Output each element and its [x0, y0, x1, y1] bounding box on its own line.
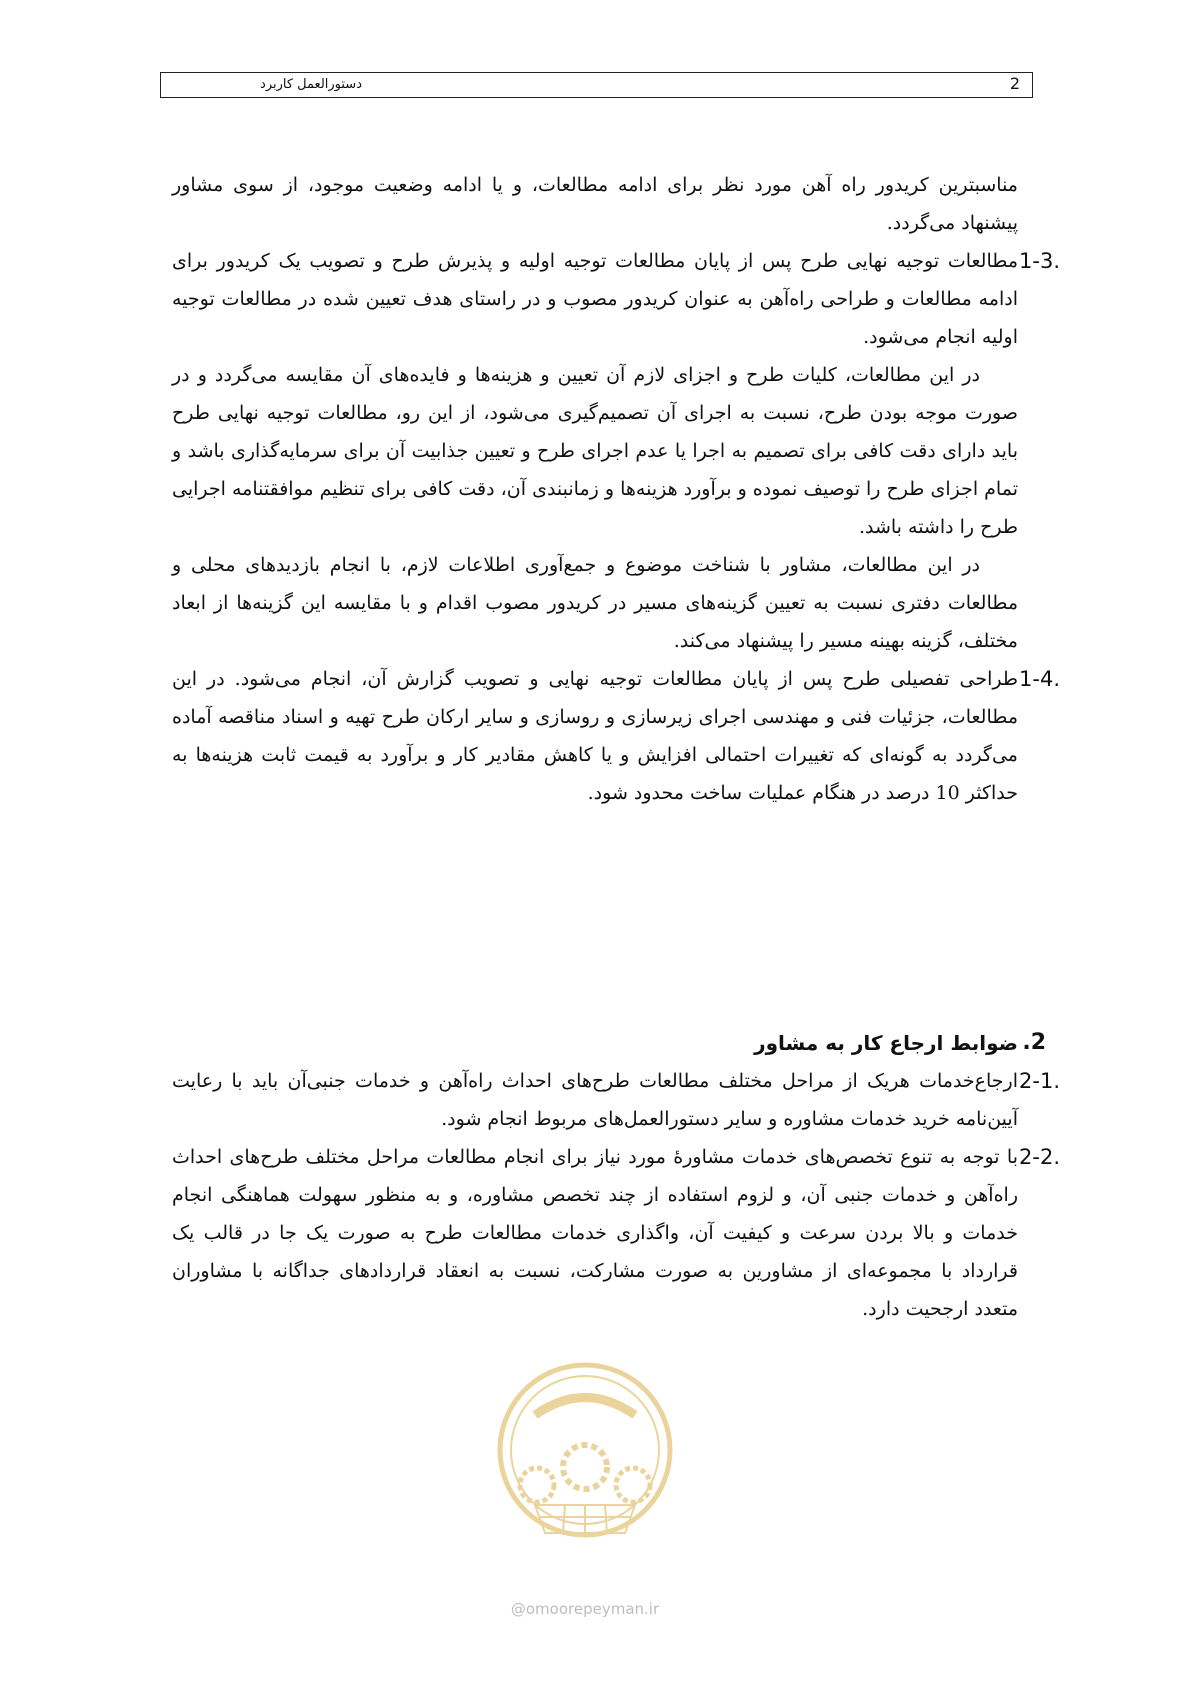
section-heading	[172, 1024, 1046, 1062]
item-number: 2-2.	[1019, 1145, 1060, 1169]
running-title: دستورالعمل کاربرد	[260, 77, 362, 92]
watermark-text: @omoorepeyman.ir	[510, 1600, 660, 1618]
paragraph: در این مطالعات، کلیات طرح و اجزای لازم آن تعیین و هزینه‌ها و فایده‌های آن مقایسه می‌گردد و در صورت موجه بودن طرح، نسبت به اجرای آن تصمیم‌گیری می‌شود، از این رو، مطالعات توجیه نهایی طرح باید دارای دقت کافی برای تصمیم به اجرا یا عدم اجرای طرح و تعیین جذابیت آن برای سرمایه‌گذاری باشد و تمام اجزای طرح را توصیف نموده و برآورد هزینه‌ها و زمانبندی آن، دقت کافی برای تنظیم موافقتنامه اجرایی طرح را داشته باشد.	[172, 364, 1018, 538]
page-number: 2	[1009, 74, 1020, 93]
item-text: با توجه به تنوع تخصص‌های خدمات مشاورهٔ مورد نیاز برای انجام مطالعات مراحل مختلف طرح‌های احداث راه‌آهن و خدمات جنبی آن، و لزوم استفاده از چند تخصص مشاوره، و به منظور سهولت هماهنگی انجام خدمات و بالا بردن سرعت و کیفیت آن، واگذاری خدمات مطالعات طرح به صورت یک جا در قالب یک قرارداد با مجموعه‌ای از مشاورین به صورت مشارکت، نسبت به انعقاد قراردادهای جداگانه با مشاوران متعدد ارجحیت دارد.	[172, 1146, 1018, 1320]
item-text: ارجاع‌خدمات هریک از مراحل مختلف مطالعات طرح‌های احداث راه‌آهن و خدمات جنبی‌آن باید با رعایت آیین‌نامه خرید خدمات مشاوره و سایر دستورالعمل‌های مربوط انجام شود.	[172, 1070, 1018, 1130]
paragraph: در این مطالعات، مشاور با شناخت موضوع و جمع‌آوری اطلاعات لازم، با انجام بازدیدهای محلی و مطالعات دفتری نسبت به تعیین گزینه‌های مسیر در کریدور مصوب اقدام و با مقایسه این گزینه‌ها از ابعاد مختلف، گزینه بهینه مسیر را پیشنهاد می‌کند.	[172, 554, 1018, 652]
section-number: 2.	[1022, 1030, 1046, 1055]
item-text: مطالعات توجیه نهایی طرح پس از پایان مطالعات توجیه اولیه و پذیرش طرح و تصویب یک کریدور برای ادامه مطالعات و طراحی راه‌آهن به عنوان کریدور مصوب و در راستای هدف تعیین شده در مطالعات توجیه اولیه انجام می‌شود.	[172, 250, 1019, 348]
intro-paragraph: مناسبترین کریدور راه آهن مورد نظر برای ادامه مطالعات، و یا ادامه وضعیت موجود، از سوی مشاور پیشنهاد می‌گردد.	[172, 174, 1018, 234]
item-1-3	[172, 242, 1060, 356]
item-number: 1-4.	[1019, 667, 1060, 691]
item-number: 2-1.	[1019, 1069, 1060, 1093]
running-header	[160, 72, 1033, 98]
item-1-4	[172, 660, 1060, 812]
item-text: طراحی تفصیلی طرح پس از پایان مطالعات توجیه نهایی و تصویب گزارش آن، انجام می‌شود. در این مطالعات، جزئیات فنی و مهندسی اجرای زیرسازی و روسازی و سایر ارکان طرح تهیه و اسناد مناقصه آماده می‌گردد به گونه‌ای که تغییرات احتمالی افزایش و یا کاهش مقادیر کار و برآورد به قیمت ثابت هزینه‌ها به حداکثر 10 درصد در هنگام عملیات ساخت محدود شود.	[172, 668, 1018, 804]
item-2-1	[172, 1062, 1060, 1138]
body-section-2	[172, 1024, 1060, 1328]
section-title: ضوابط ارجاع کار به مشاور	[754, 1031, 1018, 1055]
omoorepeyman-logo-icon	[495, 1355, 675, 1565]
item-2-2	[172, 1138, 1060, 1328]
body-top	[172, 166, 1060, 812]
item-number: 1-3.	[1019, 249, 1060, 273]
